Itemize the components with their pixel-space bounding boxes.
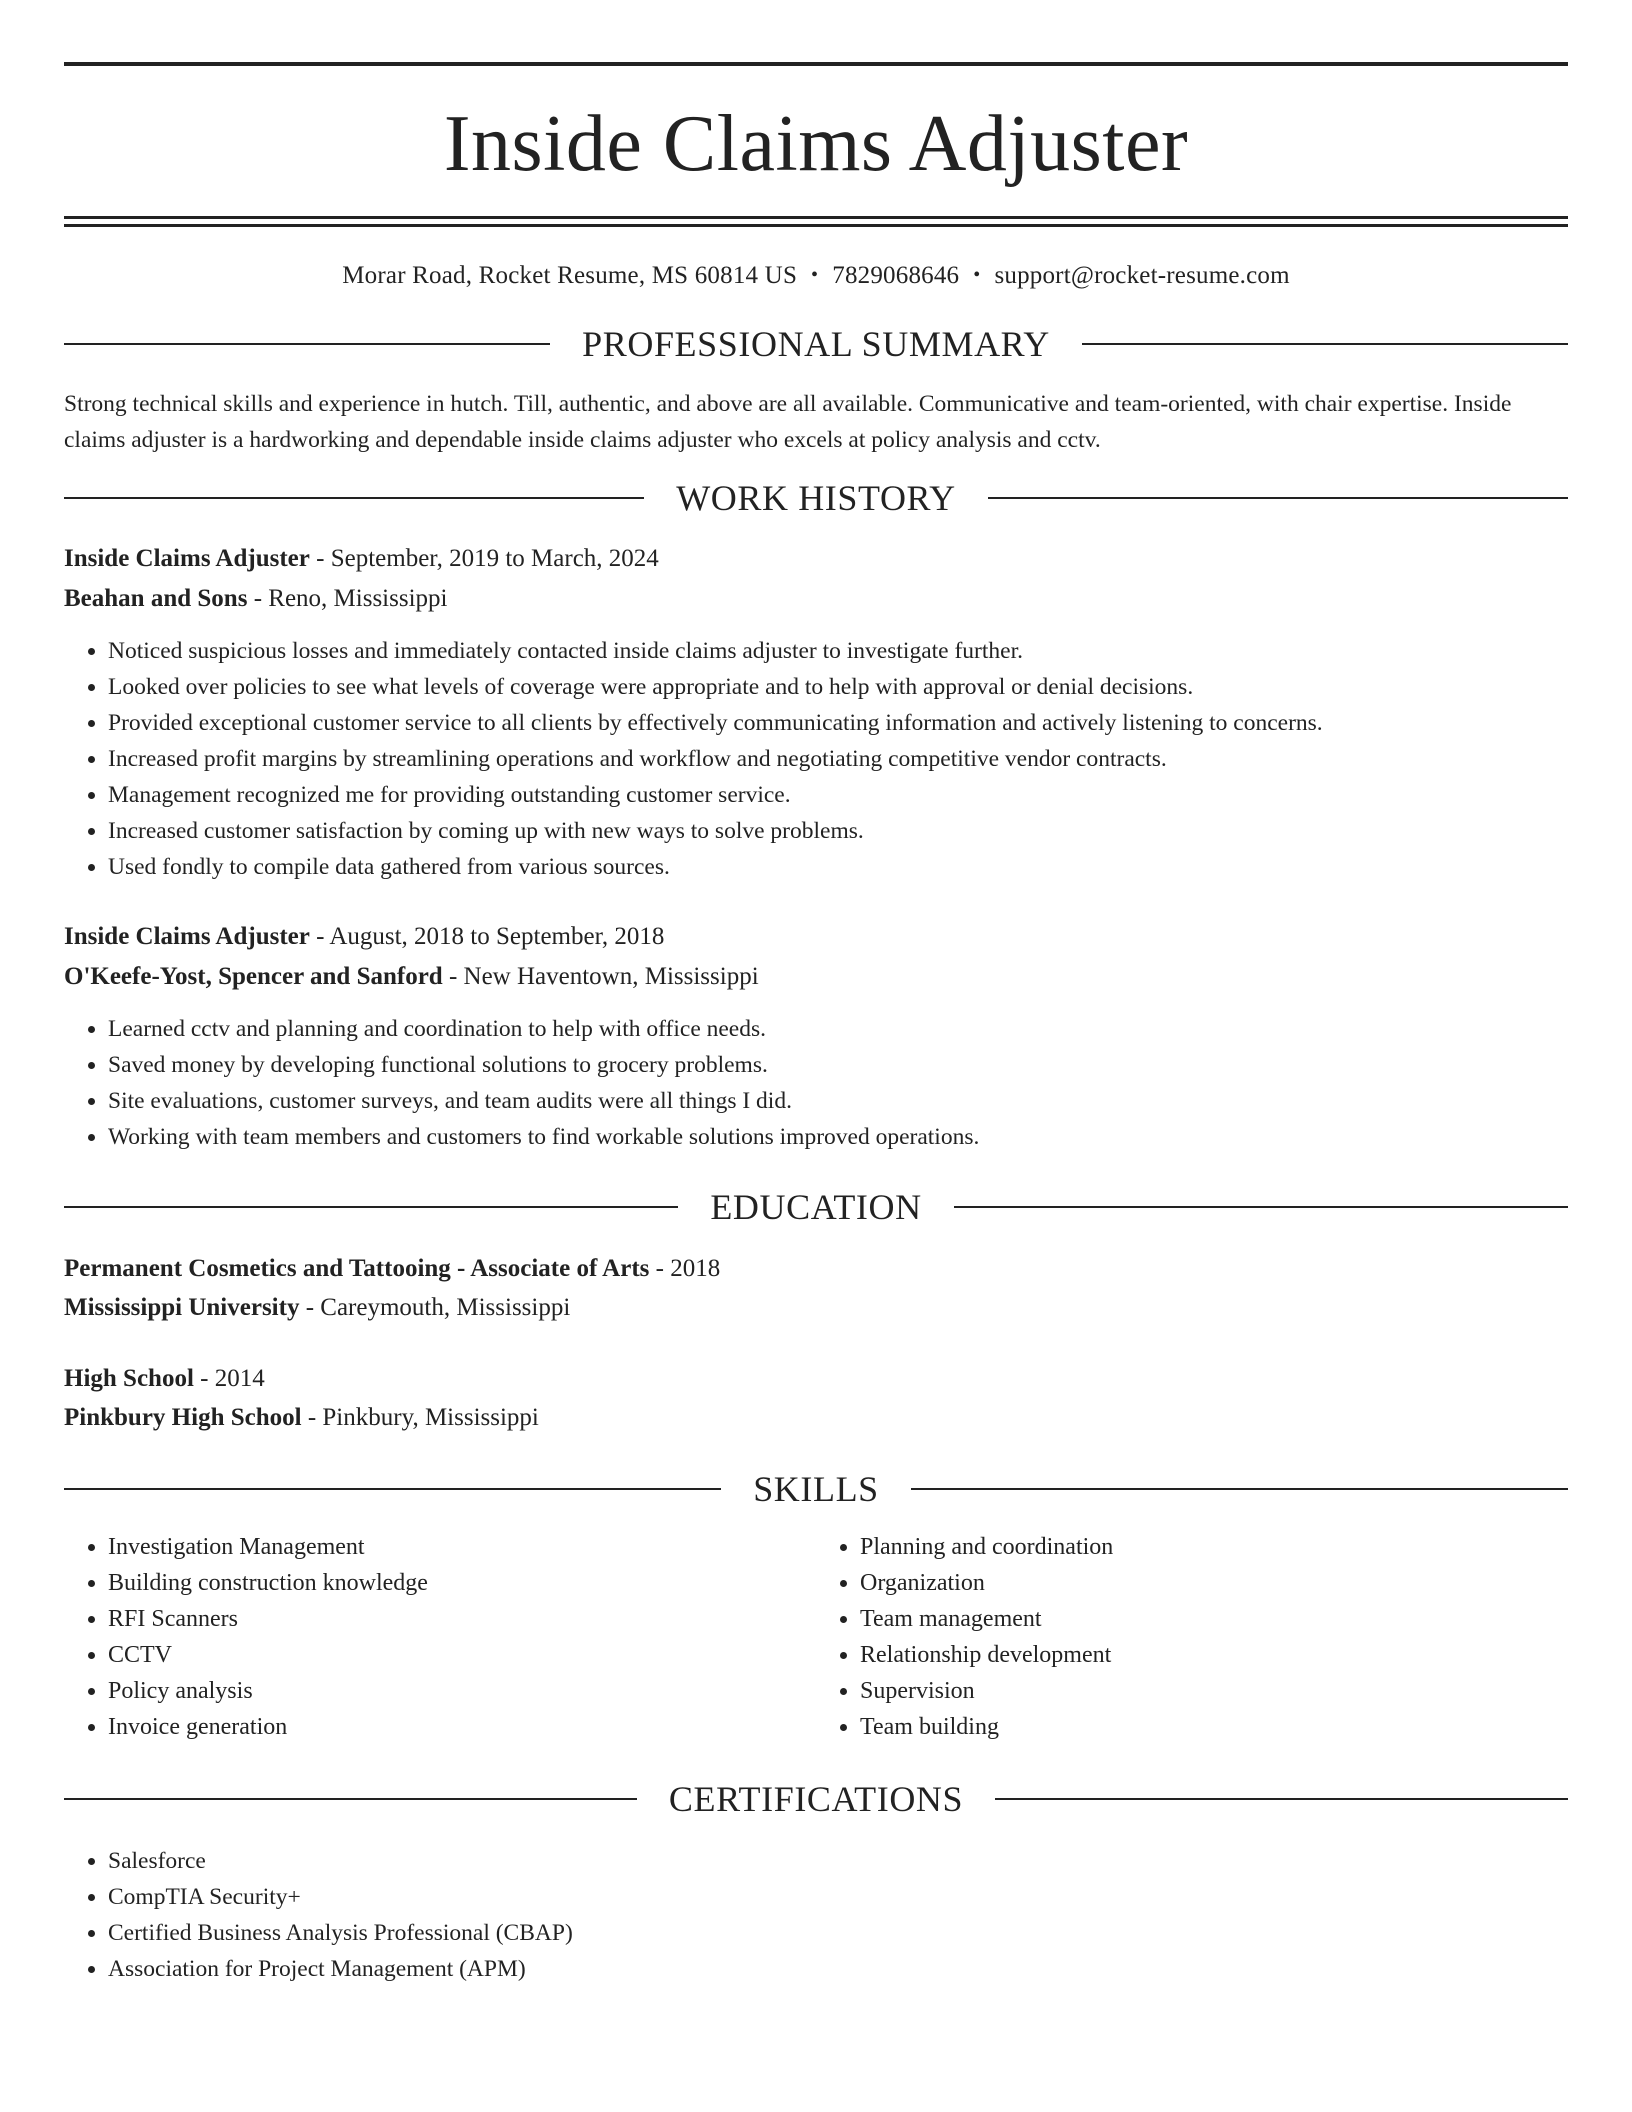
skills-columns — [64, 1529, 1568, 1745]
summary-heading-row — [64, 326, 1568, 362]
job-company: Beahan and Sons — [64, 585, 248, 612]
skill-item: • Building construction knowledge — [108, 1565, 816, 1601]
job-bullet: • Noticed suspicious losses and immediately contacted inside claims adjuster to investigate further. — [108, 633, 1568, 669]
top-rule — [64, 62, 1568, 66]
heading-rule — [64, 343, 550, 345]
contact-phone: 7829068646 — [832, 262, 960, 289]
job-company: O'Keefe-Yost, Spencer and Sanford — [64, 963, 443, 990]
job-bullet: • Management recognized me for providing outstanding customer service. — [108, 777, 1568, 813]
skill-item: • Policy analysis — [108, 1673, 816, 1709]
skill-item: • Invoice generation — [108, 1709, 816, 1745]
heading-rule — [988, 497, 1568, 499]
skills-column-left — [64, 1529, 816, 1745]
heading-rule — [64, 1488, 721, 1490]
job-bullet: • Increased profit margins by streamlining operations and workflow and negotiating competitive vendor contracts. — [108, 741, 1568, 777]
job-title: Inside Claims Adjuster — [64, 923, 310, 950]
job-bullet: • Looked over policies to see what levels of coverage were appropriate and to help with approval or denial decisions. — [108, 669, 1568, 705]
contact-address: Morar Road, Rocket Resume, MS 60814 US — [342, 262, 798, 289]
job-bullet: • Learned cctv and planning and coordination to help with office needs. — [108, 1011, 1568, 1047]
contact-email[interactable]: support@rocket-resume.com — [994, 262, 1290, 289]
heading-rule — [64, 1798, 637, 1800]
heading-rule — [995, 1798, 1568, 1800]
job-title-line — [64, 539, 1568, 579]
job-location: - Reno, Mississippi — [247, 585, 448, 612]
skill-item: • RFI Scanners — [108, 1601, 816, 1637]
education-entry — [64, 1249, 1568, 1327]
job-dates: - September, 2019 to March, 2024 — [309, 545, 659, 572]
certifications-heading-row — [64, 1781, 1568, 1817]
job-bullets — [64, 1011, 1568, 1155]
certification-item: • Association for Project Management (APM) — [108, 1951, 1568, 1987]
resume-name: Inside Claims Adjuster — [443, 100, 1189, 188]
education-location: - Pinkbury, Mississippi — [301, 1404, 539, 1431]
contact-line — [64, 263, 1568, 288]
contact-separator: • — [811, 264, 819, 286]
job-bullets — [64, 633, 1568, 885]
job-entry — [64, 539, 1568, 885]
job-company-line — [64, 957, 1568, 997]
heading-rule — [64, 1206, 678, 1208]
work-heading: WORK HISTORY — [676, 478, 956, 518]
skill-item: • Planning and coordination — [860, 1529, 1568, 1565]
education-school: Mississippi University — [64, 1294, 300, 1321]
skills-heading: SKILLS — [753, 1469, 879, 1509]
education-school: Pinkbury High School — [64, 1404, 302, 1431]
education-degree: High School — [64, 1365, 194, 1392]
job-title: Inside Claims Adjuster — [64, 545, 310, 572]
skills-list — [816, 1529, 1568, 1745]
skill-item: • Investigation Management — [108, 1529, 816, 1565]
education-year: - 2018 — [649, 1255, 721, 1282]
heading-rule — [64, 497, 644, 499]
job-bullet: • Used fondly to compile data gathered from various sources. — [108, 849, 1568, 885]
certification-item: • Salesforce — [108, 1843, 1568, 1879]
skill-item: • Organization — [860, 1565, 1568, 1601]
skills-column-right — [816, 1529, 1568, 1745]
education-school-line — [64, 1288, 1568, 1327]
education-year: - 2014 — [193, 1365, 265, 1392]
education-heading-row — [64, 1189, 1568, 1225]
skill-item: • Team building — [860, 1709, 1568, 1745]
heading-rule — [911, 1488, 1568, 1490]
contact-separator: • — [973, 264, 981, 286]
education-heading: EDUCATION — [710, 1187, 922, 1227]
certifications-list — [64, 1843, 1568, 1987]
job-dates: - August, 2018 to September, 2018 — [309, 923, 665, 950]
skill-item: • Relationship development — [860, 1637, 1568, 1673]
skills-heading-row — [64, 1471, 1568, 1507]
job-location: - New Haventown, Mississippi — [442, 963, 759, 990]
certifications-heading: CERTIFICATIONS — [668, 1779, 964, 1819]
double-rule — [64, 216, 1568, 227]
job-bullet: • Saved money by developing functional solutions to grocery problems. — [108, 1047, 1568, 1083]
certification-item: • Certified Business Analysis Professional (CBAP) — [108, 1915, 1568, 1951]
job-bullet: • Working with team members and customers to find workable solutions improved operations. — [108, 1119, 1568, 1155]
certification-item: • CompTIA Security+ — [108, 1879, 1568, 1915]
summary-heading: PROFESSIONAL SUMMARY — [582, 324, 1050, 364]
job-bullet: • Provided exceptional customer service to all clients by effectively communicating information and actively listening to concerns. — [108, 705, 1568, 741]
skill-item: • CCTV — [108, 1637, 816, 1673]
education-location: - Careymouth, Mississippi — [299, 1294, 571, 1321]
education-entry — [64, 1359, 1568, 1437]
job-entry — [64, 917, 1568, 1155]
job-bullet: • Increased customer satisfaction by coming up with new ways to solve problems. — [108, 813, 1568, 849]
skill-item: • Supervision — [860, 1673, 1568, 1709]
education-school-line — [64, 1398, 1568, 1437]
heading-rule — [1082, 343, 1568, 345]
work-heading-row — [64, 480, 1568, 516]
skill-item: • Team management — [860, 1601, 1568, 1637]
skills-list — [64, 1529, 816, 1745]
heading-rule — [954, 1206, 1568, 1208]
education-degree-line — [64, 1359, 1568, 1398]
job-title-line — [64, 917, 1568, 957]
education-degree-line — [64, 1249, 1568, 1288]
summary-text: Strong technical skills and experience in hutch. Till, authentic, and above are all available. Communicative and team-oriented, with chair expertise. Inside claims adjuster is a hardworking and dependable inside claims adjuster who excels at policy analysis and cctv. — [64, 391, 1512, 453]
education-degree: Permanent Cosmetics and Tattooing - Associate of Arts — [64, 1255, 650, 1282]
job-company-line — [64, 579, 1568, 619]
job-bullet: • Site evaluations, customer surveys, and team audits were all things I did. — [108, 1083, 1568, 1119]
